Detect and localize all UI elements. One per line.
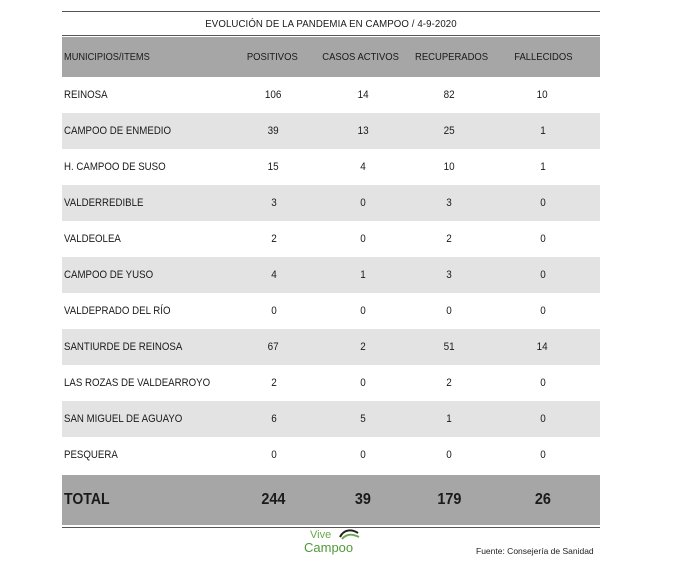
cell-positivos: 67 — [268, 341, 280, 353]
cell-municipio: REINOSA — [64, 89, 108, 101]
total-casos-activos: 39 — [355, 491, 372, 508]
cell-casos-activos: 4 — [360, 161, 366, 173]
table-row — [62, 221, 600, 257]
cell-recuperados: 2 — [446, 377, 453, 389]
header-fallecidos: FALLECIDOS — [513, 51, 573, 63]
vive-campoo-logo — [300, 527, 390, 561]
source-note: Fuente: Consejería de Sanidad — [476, 546, 594, 556]
table-title: EVOLUCIÓN DE LA PANDEMIA EN CAMPOO / 4-9-2020 — [205, 18, 457, 30]
cell-casos-activos: 0 — [360, 305, 366, 317]
cell-municipio: CAMPOO DE YUSO — [64, 269, 154, 281]
total-fallecidos: 26 — [534, 491, 551, 508]
logo-word-vive: Vive — [310, 529, 332, 541]
cell-fallecidos: 0 — [539, 449, 546, 461]
header-positivos: POSITIVOS — [246, 51, 298, 63]
cell-fallecidos: 1 — [539, 125, 546, 137]
cell-municipio: LAS ROZAS DE VALDEARROYO — [64, 377, 211, 389]
top-rule — [62, 11, 600, 12]
cell-fallecidos: 0 — [539, 197, 546, 209]
cell-positivos: 2 — [270, 377, 277, 389]
table-row — [62, 257, 600, 293]
cell-fallecidos: 0 — [539, 305, 546, 317]
cell-fallecidos: 0 — [539, 269, 546, 281]
cell-recuperados: 3 — [446, 269, 453, 281]
cell-recuperados: 82 — [443, 89, 455, 101]
table-row — [62, 113, 600, 149]
table-row — [62, 293, 600, 329]
table-row — [62, 401, 600, 437]
header-recuperados: RECUPERADOS — [414, 51, 488, 63]
cell-recuperados: 2 — [446, 233, 453, 245]
cell-casos-activos: 14 — [357, 89, 369, 101]
data-table — [62, 37, 600, 525]
cell-positivos: 15 — [268, 161, 280, 173]
cell-recuperados: 1 — [446, 413, 453, 425]
cell-municipio: PESQUERA — [64, 449, 118, 461]
cell-municipio: H. CAMPOO DE SUSO — [64, 161, 166, 173]
logo-word-campoo: Campoo — [304, 540, 354, 555]
cell-casos-activos: 5 — [360, 413, 366, 425]
cell-fallecidos: 1 — [539, 161, 546, 173]
cell-municipio: VALDEOLEA — [64, 233, 121, 245]
cell-fallecidos: 0 — [539, 377, 546, 389]
table-body — [62, 77, 600, 473]
table-row — [62, 329, 600, 365]
total-label: TOTAL — [64, 491, 110, 508]
cell-casos-activos: 13 — [357, 125, 369, 137]
header-row — [62, 37, 600, 77]
cell-positivos: 0 — [270, 305, 277, 317]
cell-fallecidos: 10 — [537, 89, 549, 101]
title-rule — [62, 35, 600, 36]
cell-recuperados: 10 — [443, 161, 455, 173]
table-row — [62, 185, 600, 221]
table-row — [62, 149, 600, 185]
table-row — [62, 365, 600, 401]
total-recuperados: 179 — [437, 491, 462, 508]
cell-recuperados: 25 — [443, 125, 455, 137]
cell-casos-activos: 0 — [360, 197, 366, 209]
cell-fallecidos: 14 — [537, 341, 549, 353]
cell-municipio: SANTIURDE DE REINOSA — [64, 341, 183, 353]
cell-municipio: SAN MIGUEL DE AGUAYO — [64, 413, 183, 425]
total-row — [62, 475, 600, 525]
header-casos-activos: CASOS ACTIVOS — [322, 51, 400, 63]
cell-municipio: VALDEPRADO DEL RÍO — [64, 305, 171, 317]
cell-casos-activos: 2 — [360, 341, 366, 353]
cell-casos-activos: 0 — [360, 233, 366, 245]
cell-positivos: 3 — [270, 197, 277, 209]
cell-municipio: CAMPOO DE ENMEDIO — [64, 125, 172, 137]
cell-positivos: 4 — [270, 269, 277, 281]
cell-positivos: 6 — [270, 413, 277, 425]
cell-positivos: 2 — [270, 233, 277, 245]
table-row — [62, 77, 600, 113]
cell-recuperados: 0 — [446, 305, 453, 317]
cell-municipio: VALDERREDIBLE — [64, 197, 144, 209]
cell-recuperados: 0 — [446, 449, 453, 461]
cell-recuperados: 3 — [446, 197, 453, 209]
total-positivos: 244 — [261, 491, 286, 508]
cell-casos-activos: 1 — [360, 269, 366, 281]
cell-recuperados: 51 — [443, 341, 455, 353]
cell-positivos: 39 — [268, 125, 280, 137]
cell-positivos: 0 — [270, 449, 277, 461]
cell-casos-activos: 0 — [360, 449, 366, 461]
cell-fallecidos: 0 — [539, 233, 546, 245]
cell-positivos: 106 — [265, 89, 282, 101]
cell-casos-activos: 0 — [360, 377, 366, 389]
cell-fallecidos: 0 — [539, 413, 546, 425]
header-municipios: MUNICIPIOS/ITEMS — [64, 51, 150, 63]
table-row — [62, 437, 600, 473]
